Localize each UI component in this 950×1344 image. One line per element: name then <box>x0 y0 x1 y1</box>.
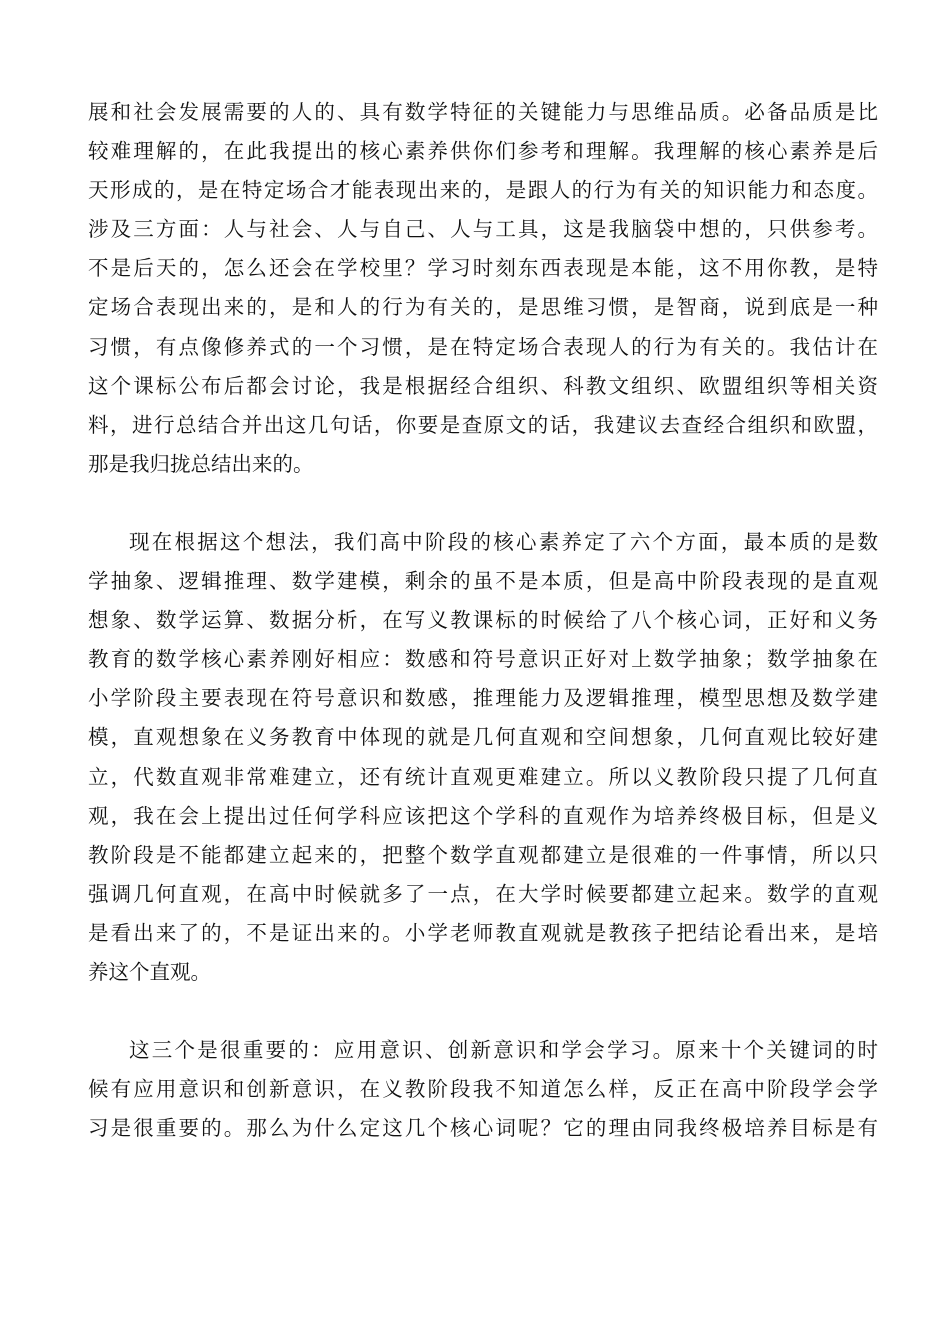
text-line: 学抽象、逻辑推理、数学建模，剩余的虽不是本质，但是高中阶段表现的是直观 <box>88 569 878 594</box>
text-line: 展和社会发展需要的人的、具有数学特征的关键能力与思维品质。必备品质是比 <box>88 100 878 124</box>
text-line: 小学阶段主要表现在符号意识和数感，推理能力及逻辑推理，模型思想及数学建 <box>88 686 878 711</box>
text-line: 这个课标公布后都会讨论，我是根据经合组织、科教文组织、欧盟组织等相关资 <box>88 373 878 398</box>
text-line: 养这个直观。 <box>88 960 211 985</box>
paragraph <box>88 523 878 992</box>
text-line: 现在根据这个想法，我们高中阶段的核心素养定了六个方面，最本质的是数 <box>129 530 878 554</box>
text-line: 料，进行总结合并出这几句话，你要是查原文的话，我建议去查经合组织和欧盟， <box>88 412 878 437</box>
text-line: 模，直观想象在义务教育中体现的就是几何直观和空间想象，几何直观比较好建 <box>88 725 878 750</box>
text-line: 强调几何直观，在高中时候就多了一点，在大学时候要都建立起来。数学的直观 <box>88 881 878 906</box>
paragraph <box>88 93 878 484</box>
text-line: 涉及三方面：人与社会、人与自己、人与工具，这是我脑袋中想的，只供参考。 <box>88 217 878 242</box>
text-line: 这三个是很重要的：应用意识、创新意识和学会学习。原来十个关键词的时 <box>129 1038 878 1062</box>
text-line: 那是我归拢总结出来的。 <box>88 451 314 476</box>
text-line: 习是很重要的。那么为什么定这几个核心词呢？它的理由同我终极培养目标是有 <box>88 1116 878 1141</box>
text-line: 较难理解的，在此我提出的核心素养供你们参考和理解。我理解的核心素养是后 <box>88 139 878 164</box>
text-line: 定场合表现出来的，是和人的行为有关的，是思维习惯，是智商，说到底是一种 <box>88 295 878 320</box>
text-line: 是看出来了的，不是证出来的。小学老师教直观就是教孩子把结论看出来，是培 <box>88 920 878 945</box>
paragraph <box>88 1031 878 1148</box>
text-line: 候有应用意识和创新意识，在义教阶段我不知道怎么样，反正在高中阶段学会学 <box>88 1077 878 1102</box>
text-line: 不是后天的，怎么还会在学校里？学习时刻东西表现是本能，这不用你教，是特 <box>88 256 878 281</box>
text-line: 天形成的，是在特定场合才能表现出来的，是跟人的行为有关的知识能力和态度。 <box>88 178 878 203</box>
text-line: 教育的数学核心素养刚好相应：数感和符号意识正好对上数学抽象；数学抽象在 <box>88 647 878 672</box>
text-line: 观，我在会上提出过任何学科应该把这个学科的直观作为培养终极目标，但是义 <box>88 803 878 828</box>
text-line: 习惯，有点像修养式的一个习惯，是在特定场合表现人的行为有关的。我估计在 <box>88 334 878 359</box>
text-line: 想象、数学运算、数据分析，在写义教课标的时候给了八个核心词，正好和义务 <box>88 608 878 633</box>
text-line: 立，代数直观非常难建立，还有统计直观更难建立。所以义教阶段只提了几何直 <box>88 764 878 789</box>
text-line: 教阶段是不能都建立起来的，把整个数学直观都建立是很难的一件事情，所以只 <box>88 842 878 867</box>
